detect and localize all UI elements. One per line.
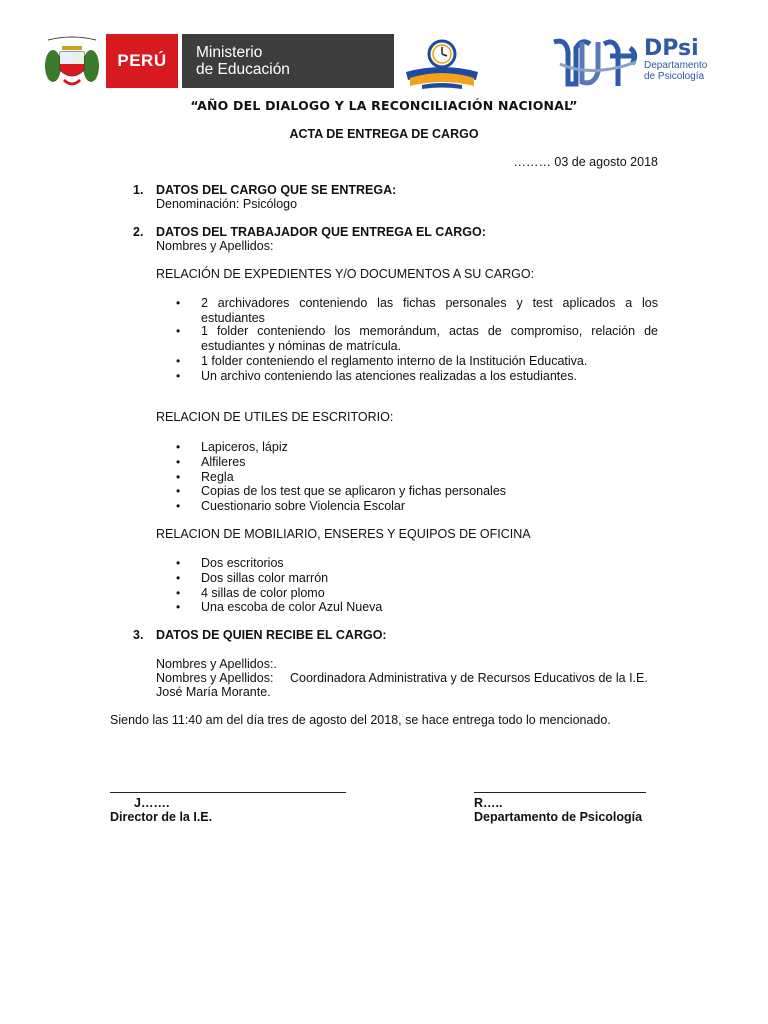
bullet-icon: • [176, 499, 181, 513]
list-item: Copias de los test que se aplicaron y fichas personales [201, 484, 507, 498]
coat-of-arms-logo [42, 36, 102, 90]
signature-line-left [110, 792, 346, 793]
utiles-heading: RELACION DE UTILES DE ESCRITORIO: [156, 410, 394, 424]
bullet-icon: • [176, 571, 181, 585]
peru-label: PERÚ [106, 34, 178, 88]
jec-logo [402, 36, 482, 90]
signature-left-name: J……. [134, 796, 170, 810]
bullet-icon: • [176, 600, 181, 614]
list-item: Alfileres [201, 455, 246, 469]
list-item: 1 folder conteniendo el reglamento interno de la Institución Educativa. [201, 354, 588, 368]
bullet-icon: • [176, 556, 181, 570]
list-item: Dos escritorios [201, 556, 284, 570]
signature-left-role: Director de la I.E. [110, 810, 213, 824]
section3-number: 3. [133, 628, 144, 642]
dpsi-line2: de Psicología [644, 71, 705, 82]
bullet-icon: • [176, 484, 181, 498]
list-item: Una escoba de color Azul Nueva [201, 600, 383, 614]
bullet-icon: • [176, 440, 181, 454]
dpsi-title: DPsi [644, 36, 699, 61]
peru-minedu-logo [106, 34, 394, 88]
list-item: Lapiceros, lápiz [201, 440, 288, 454]
section3-line3: José María Morante. [156, 685, 271, 699]
list-item: 1 folder conteniendo los memorándum, actas de compromiso, relación de estudiantes y nóminas de matrícula. [201, 324, 658, 353]
bullet-icon: • [176, 470, 181, 484]
section2-line: Nombres y Apellidos: [156, 239, 274, 253]
section3-line2-value: Coordinadora Administrativa y de Recursos Educativos de la I.E. [290, 671, 648, 685]
ministry-line1: Ministerio [196, 44, 263, 61]
year-title: “AÑO DEL DIALOGO Y LA RECONCILIACIÓN NACIONAL” [190, 98, 578, 113]
bullet-icon: • [176, 324, 181, 338]
expedientes-heading: RELACIÓN DE EXPEDIENTES Y/O DOCUMENTOS A SU CARGO: [156, 267, 535, 281]
mobiliario-heading: RELACION DE MOBILIARIO, ENSERES Y EQUIPOS DE OFICINA [156, 527, 531, 541]
bullet-icon: • [176, 586, 181, 600]
section1-number: 1. [133, 183, 144, 197]
section2-number: 2. [133, 225, 144, 239]
list-item: Dos sillas color marrón [201, 571, 329, 585]
list-item: Un archivo conteniendo las atenciones realizadas a los estudiantes. [201, 369, 577, 383]
section3-line2-label: Nombres y Apellidos: [156, 671, 274, 685]
bullet-icon: • [176, 354, 181, 368]
list-item: Cuestionario sobre Violencia Escolar [201, 499, 406, 513]
list-item: 4 sillas de color plomo [201, 586, 325, 600]
date-line: ……… 03 de agosto 2018 [513, 155, 658, 169]
ministry-line2: de Educación [196, 61, 290, 78]
dpsi-wordmark [644, 38, 707, 82]
section1-line: Denominación: Psicólogo [156, 197, 298, 211]
bullet-icon: • [176, 296, 181, 310]
bullet-icon: • [176, 455, 181, 469]
dpsi-emblem [552, 34, 642, 90]
closing-paragraph: Siendo las 11:40 am del día tres de agosto del 2018, se hace entrega todo lo mencionado. [110, 713, 611, 727]
bullet-icon: • [176, 369, 181, 383]
section3-line1: Nombres y Apellidos:. [156, 657, 277, 671]
section1-heading: DATOS DEL CARGO QUE SE ENTREGA: [156, 183, 397, 197]
document-title: ACTA DE ENTREGA DE CARGO [289, 127, 479, 141]
signature-right-name: R….. [474, 796, 503, 810]
dpsi-line1: Departamento [644, 60, 708, 71]
signature-right-role: Departamento de Psicología [474, 810, 643, 824]
section3-heading: DATOS DE QUIEN RECIBE EL CARGO: [156, 628, 387, 642]
section2-heading: DATOS DEL TRABAJADOR QUE ENTREGA EL CARGO: [156, 225, 486, 239]
list-item: 2 archivadores conteniendo las fichas personales y test aplicados a los estudiantes [201, 296, 658, 325]
list-item: Regla [201, 470, 234, 484]
signature-line-right [474, 792, 646, 793]
